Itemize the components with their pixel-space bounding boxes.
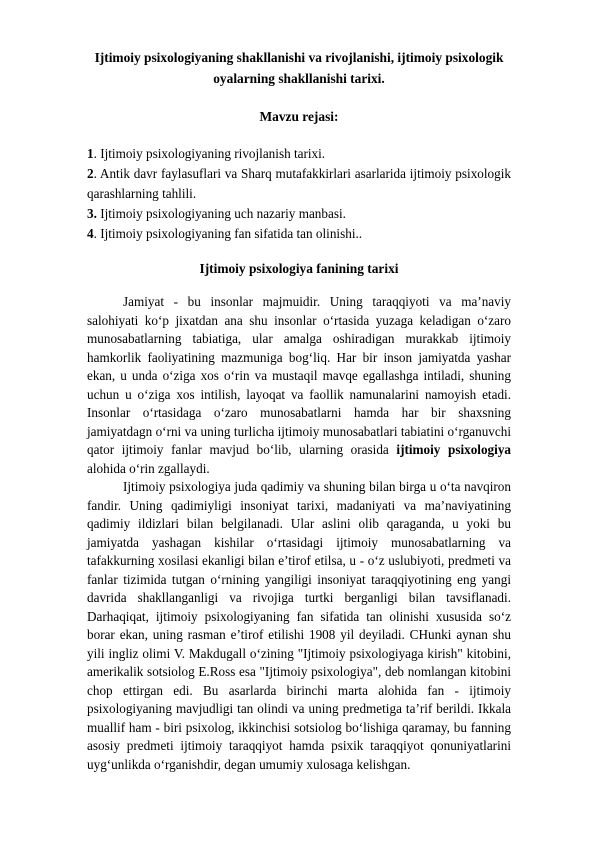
plan-item-number: 3. — [87, 206, 97, 221]
bold-term: ijtimoiy psixologiya — [396, 442, 512, 457]
plan-item-text: . Antik davr faylasuflari va Sharq mutafakkirlari asarlarida ijtimoiy psixologik qarashlarning tahlili. — [87, 166, 511, 201]
plan-heading: Mavzu rejasi: — [259, 109, 339, 124]
plan-item-number: 4 — [87, 226, 94, 241]
plan-item-number: 1 — [87, 146, 94, 161]
body-paragraph-2: Ijtimoiy psixologiya juda qadimiy va shuning bilan birga u o‘ta navqiron fandir. Uning qadimiyligi insoniyat tarixi, madaniyati va ma’naviyatining qadimiy ildizlari bilan belgilanadi. Ular aslini olib qaraganda, u yoki bu jamiyatda yashagan kishilar o‘rtasidagi ijtimoiy munosabatlarning va tafakkurning xosilasi ekanligi bilan e’tirof etilsa, u - o‘z uslubiyoti, predmeti va fanlar tizimida tutgan o‘rnining yangiligi insoniyat taraqqiyotining eng yangi davrida shakllanganligi va rivojiga turtki berganligi bilan tavsiflanadi. Darhaqiqat, ijtimoiy psixologiyaning fan sifatida tan olinishi xususida so‘z borar ekan, uning rasman e’tirof etilishi 1908 yil deyiladi. CHunki aynan shu yili ingliz olimi V. Makdugall o‘zining "Ijtimoiy psixologiyaga kirish" kitobini, amerikalik sotsiolog E.Ross esa "Ijtimoiy psixologiya", deb nomlangan kitobini chop ettirgan edi. Bu asarlarda birinchi marta alohida fan - ijtimoiy psixologiyaning mavjudligi tan olindi va uning predmetiga ta’rif berildi. Ikkala muallif ham - biri psixolog, ikkinchisi sotsiolog bo‘lishiga qaramay, bu fanning asosiy predmeti ijtimoiy taraqqiyot hamda psixik taraqqiyot qonuniyatlarini uyg‘unlikda o‘rganishdir, degan umumiy xulosaga kelishgan. — [87, 479, 511, 772]
body-paragraph-1 — [87, 293, 511, 478]
paragraph-text: Jamiyat - bu insonlar majmuidir. Uning taraqqiyoti va ma’naviy salohiyati ko‘p jixatdan ana shu insonlar o‘rtasida yuzaga keladigan o‘zaro munosabatlarning tabiatiga, ular amalga oshiradigan murakkab ijtimoiy hamkorlik faoliyatining mazmuniga bog‘liq. Har bir inson jamiyatda yashar ekan, u unda o‘ziga xos o‘rin va mustaqil mavqe egallashga intiladi, shuning uchun u o‘ziga xos intilish, layoqat va faollik namunalarini namoyish etadi. Insonlar o‘rtasidaga o‘zaro munosabatlarni hamda har bir shaxsning jamiyatdagn o‘rni va uning turlicha ijtimoiy munosabatlari tabiatini o‘rganuvchi qator ijtimoiy fanlar mavjud bo‘lib, ularning orasida — [87, 294, 511, 457]
plan-item — [87, 164, 511, 204]
plan-item-text: . Ijtimoiy psixologiyaning fan sifatida tan olinishi.. — [93, 226, 363, 241]
plan-item-number: 2 — [87, 166, 94, 181]
document-page — [87, 47, 511, 774]
paragraph-text: alohida o‘rin zgallaydi. — [87, 460, 210, 476]
plan-item-text: Ijtimoiy psixologiyaning uch nazariy manbasi. — [96, 206, 346, 221]
section-heading: Ijtimoiy psixologiya fanining tarixi — [199, 261, 399, 276]
plan-item — [87, 204, 511, 224]
plan-item — [87, 224, 511, 244]
plan-item — [87, 144, 511, 164]
plan-item-text: . Ijtimoiy psixologiyaning rivojlanish tarixi. — [93, 146, 326, 161]
plan-list — [87, 144, 511, 244]
document-title: Ijtimoiy psixologiyaning shakllanishi va rivojlanishi, ijtimoiy psixologik oyalarning shakllanishi tarixi. — [94, 50, 504, 86]
